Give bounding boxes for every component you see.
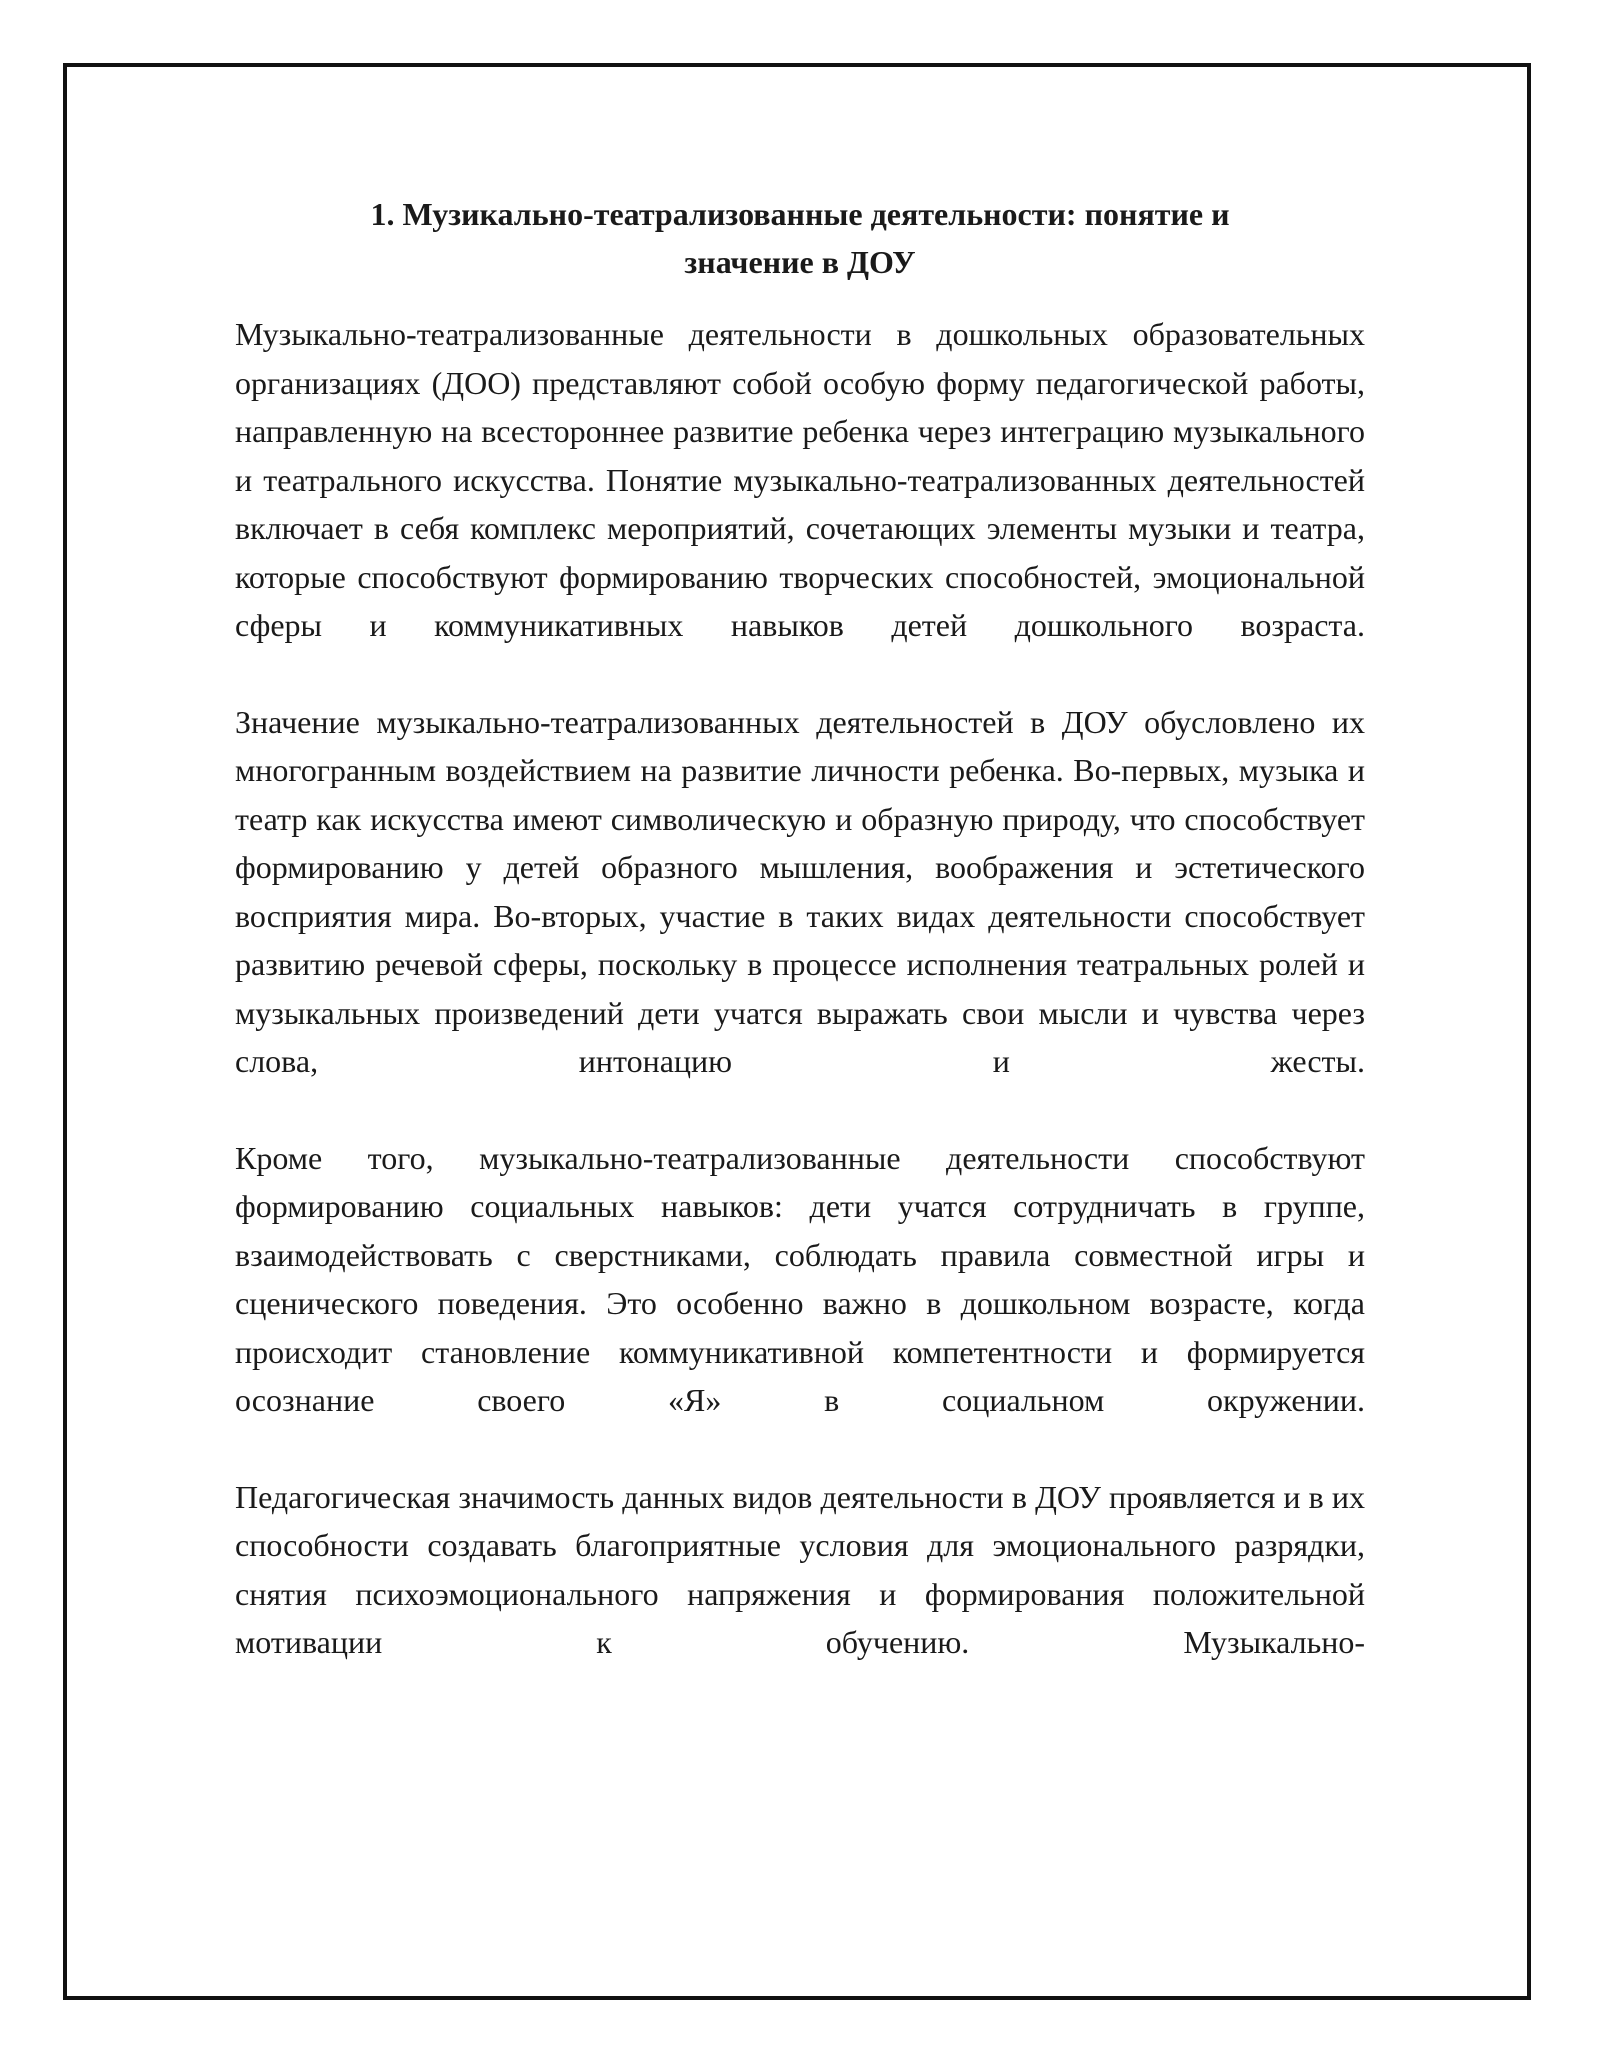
document-body (235, 190, 1365, 1667)
paragraph-3: Кроме того, музыкально-театрализованные деятельности способствуют формированию социальных навыков: дети учатся сотрудничать в группе, взаимодействовать с сверстниками, соблюдать правила совместной игры и сценического поведения. Это особенно важно в дошкольном возрасте, когда происходит становление коммуникативной компетентности и формируется осознание своего «Я» в социальном окружении. (235, 1139, 1365, 1418)
section-title-line-2: значение в ДОУ (684, 244, 916, 280)
paragraph-4: Педагогическая значимость данных видов деятельности в ДОУ проявляется и в их способности создавать благоприятные условия для эмоционального разрядки, снятия психоэмоционального напряжения и формирования положительной мотивации к обучению. Музыкально- (235, 1478, 1365, 1660)
paragraph-1: Музыкально-театрализованные деятельности в дошкольных образовательных организациях (ДОО) представляют собой особую форму педагогической работы, направленную на всестороннее развитие ребенка через интеграцию музыкального и театрального искусства. Понятие музыкально-театрализованных деятельностей включает в себя комплекс мероприятий, сочетающих элементы музыки и театра, которые способствуют формированию творческих способностей, эмоциональной сферы и коммуникативных навыков детей дошкольного возраста. (235, 316, 1365, 643)
section-title (235, 190, 1365, 286)
section-title-line-1: 1. Музикально-театрализованные деятельности: понятие и (370, 196, 1230, 232)
paragraph-2: Значение музыкально-театрализованных деятельностей в ДОУ обусловлено их многогранным воздействием на развитие личности ребенка. Во-первых, музыка и театр как искусства имеют символическую и образную природу, что способствует формированию у детей образного мышления, воображения и эстетического восприятия мира. Во-вторых, участие в таких видах деятельности способствует развитию речевой сферы, поскольку в процессе исполнения театральных ролей и музыкальных произведений дети учатся выражать свои мысли и чувства через слова, интонацию и жесты. (235, 703, 1365, 1079)
